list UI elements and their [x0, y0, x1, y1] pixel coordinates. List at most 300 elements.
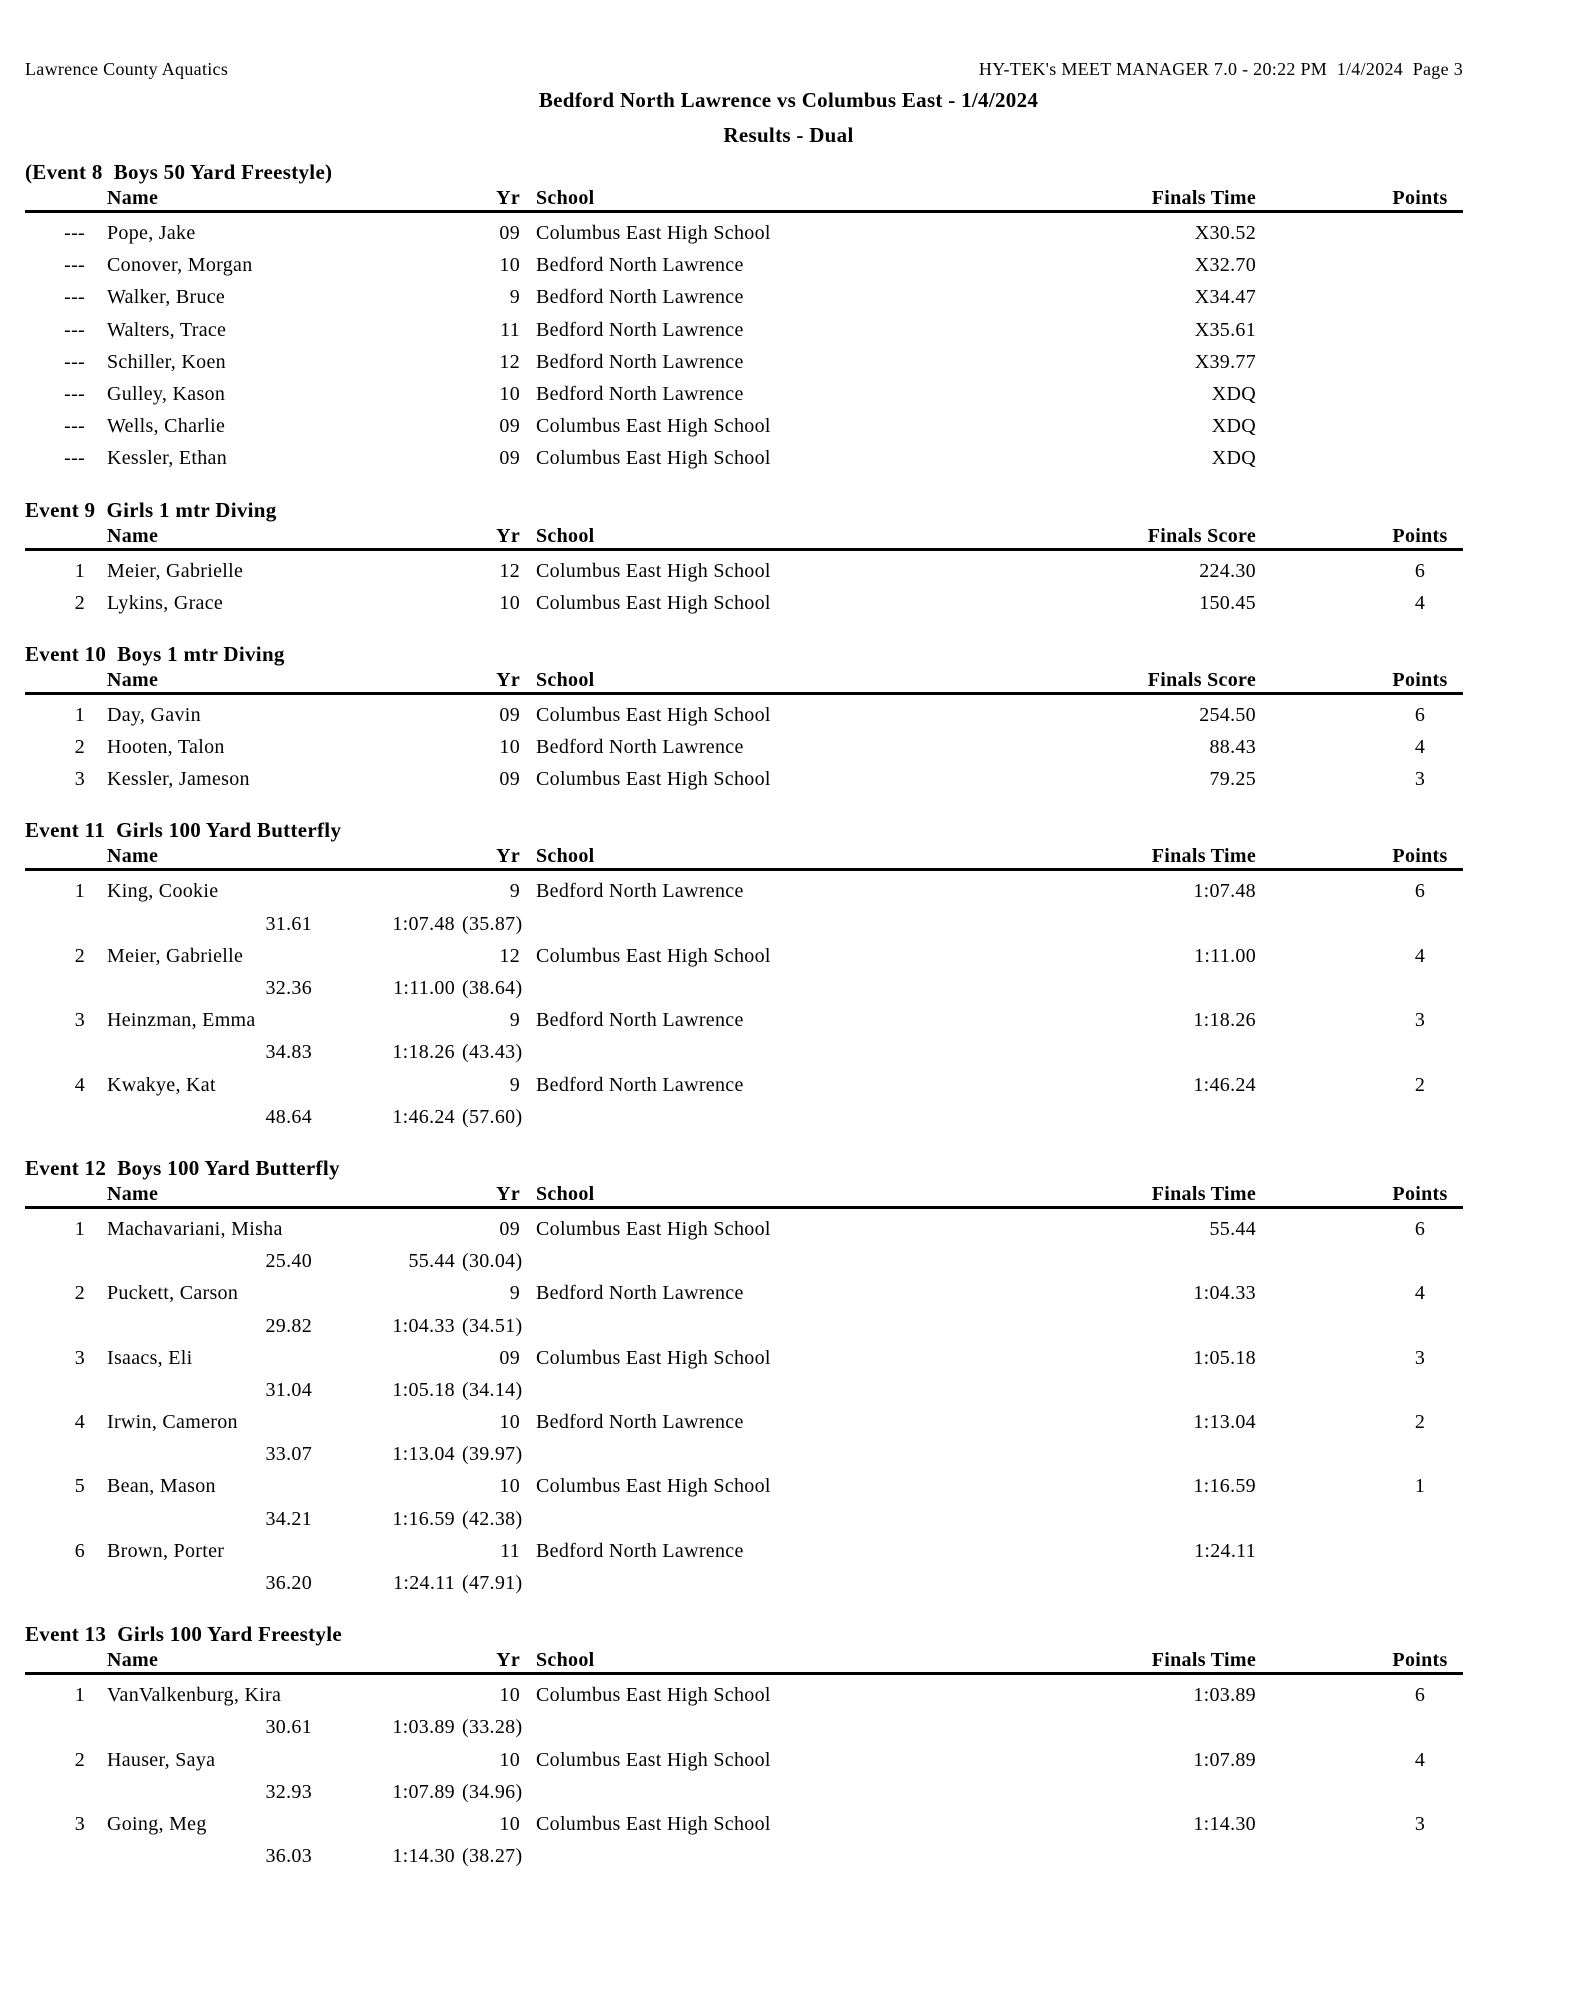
- split-1: 32.93: [265, 1780, 312, 1803]
- points: [1377, 442, 1463, 474]
- split-1: 30.61: [265, 1716, 312, 1739]
- year: 10: [499, 382, 520, 405]
- year: 09: [499, 703, 520, 726]
- swimmer-name: Kessler, Jameson: [107, 768, 250, 791]
- col-rank-spacer: [25, 845, 85, 868]
- event-rows: [25, 695, 1463, 796]
- split-1: 31.61: [265, 912, 312, 935]
- points: 6: [1414, 1217, 1426, 1240]
- rank: 3: [74, 1812, 85, 1835]
- points: 3: [1414, 1346, 1426, 1369]
- points: 3: [1414, 768, 1426, 791]
- rank: 3: [74, 1009, 85, 1032]
- result-row: [25, 699, 1463, 731]
- finals-result: 1:16.59: [1193, 1475, 1256, 1498]
- cumulative-time: 1:14.30: [392, 1845, 455, 1868]
- rank: ---: [64, 382, 85, 405]
- col-yr: Yr: [496, 668, 520, 691]
- splits-row: [25, 1245, 1463, 1277]
- col-rank-spacer: [25, 1183, 85, 1206]
- result-row: [25, 1277, 1463, 1309]
- rank: 1: [74, 703, 85, 726]
- year: 09: [499, 768, 520, 791]
- year: 10: [499, 254, 520, 277]
- swimmer-name: Hauser, Saya: [107, 1748, 216, 1771]
- col-rank-spacer: [25, 669, 85, 692]
- result-row: [25, 1213, 1463, 1245]
- swimmer-name: Going, Meg: [107, 1812, 207, 1835]
- finals-result: 1:03.89: [1193, 1684, 1256, 1707]
- points: 4: [1414, 944, 1426, 967]
- col-points: Points: [1392, 524, 1448, 547]
- rank: ---: [64, 447, 85, 470]
- swimmer-name: Brown, Porter: [107, 1539, 225, 1562]
- cumulative-time: 55.44: [408, 1250, 455, 1273]
- school: Columbus East High School: [536, 1684, 771, 1707]
- col-finals: Finals Time: [1151, 1649, 1256, 1672]
- splits-row: [25, 1567, 1463, 1599]
- swimmer-name: Kessler, Ethan: [107, 447, 228, 470]
- points: 2: [1414, 1073, 1426, 1096]
- event-section: [25, 1155, 1463, 1599]
- school: Bedford North Lawrence: [536, 1282, 744, 1305]
- split-1: 36.03: [265, 1845, 312, 1868]
- finals-result: 1:07.89: [1193, 1748, 1256, 1771]
- points: 4: [1414, 736, 1426, 759]
- year: 09: [499, 415, 520, 438]
- year: 09: [499, 222, 520, 244]
- split-2: (47.91): [462, 1572, 523, 1594]
- cumulative-time: 1:07.89: [392, 1780, 455, 1803]
- swimmer-name: Isaacs, Eli: [107, 1346, 193, 1369]
- points: 6: [1414, 880, 1426, 903]
- col-school: School: [536, 187, 595, 209]
- rank: 2: [74, 1748, 85, 1771]
- page-header: [25, 0, 1463, 79]
- swimmer-name: Wells, Charlie: [107, 415, 226, 438]
- column-headers: [25, 187, 1463, 213]
- school: Bedford North Lawrence: [536, 286, 744, 309]
- split-2: (38.27): [462, 1845, 523, 1868]
- swimmer-name: Lykins, Grace: [107, 591, 224, 614]
- finals-result: 79.25: [1209, 768, 1256, 791]
- splits-row: [25, 908, 1463, 940]
- school: Columbus East High School: [536, 944, 771, 967]
- generator-info: HY-TEK's MEET MANAGER 7.0 - 20:22 PM 1/4/2024 Page 3: [978, 59, 1463, 79]
- rank: ---: [64, 350, 85, 373]
- event-section: [25, 817, 1463, 1133]
- school: Bedford North Lawrence: [536, 254, 744, 277]
- school: Bedford North Lawrence: [536, 736, 744, 759]
- year: 12: [499, 944, 520, 967]
- event-section: [25, 1621, 1463, 1872]
- event-section: [25, 497, 1463, 619]
- finals-result: 1:18.26: [1193, 1009, 1256, 1032]
- col-finals: Finals Time: [1151, 187, 1256, 209]
- year: 10: [499, 1411, 520, 1434]
- split-1: 48.64: [265, 1105, 312, 1128]
- splits-row: [25, 1776, 1463, 1808]
- result-row: [25, 217, 1463, 249]
- finals-result: 1:24.11: [1194, 1539, 1256, 1562]
- rank: 2: [74, 1282, 85, 1305]
- rank: 4: [74, 1411, 85, 1434]
- swimmer-name: Gulley, Kason: [107, 382, 226, 405]
- swimmer-name: Heinzman, Emma: [107, 1009, 256, 1032]
- school: Columbus East High School: [536, 591, 771, 614]
- split-1: 32.36: [265, 977, 312, 999]
- finals-result: 55.44: [1209, 1217, 1256, 1240]
- event-rows: [25, 1675, 1463, 1872]
- school: Bedford North Lawrence: [536, 382, 744, 405]
- split-2: (33.28): [462, 1716, 523, 1739]
- cumulative-time: 1:46.24: [392, 1105, 455, 1128]
- col-rank-spacer: [25, 525, 85, 548]
- swimmer-name: VanValkenburg, Kira: [107, 1684, 282, 1707]
- rank: ---: [64, 222, 85, 244]
- finals-result: 1:05.18: [1193, 1346, 1256, 1369]
- swimmer-name: Hooten, Talon: [107, 736, 225, 759]
- result-row: [25, 442, 1463, 474]
- points: 3: [1414, 1009, 1426, 1032]
- split-2: (35.87): [462, 912, 523, 935]
- cumulative-time: 1:04.33: [392, 1314, 455, 1337]
- swimmer-name: Schiller, Koen: [107, 350, 226, 373]
- rank: 1: [74, 1684, 85, 1707]
- split-1: 36.20: [265, 1572, 312, 1594]
- col-name: Name: [107, 524, 159, 547]
- event-title: Event 10 Boys 1 mtr Diving: [25, 641, 285, 666]
- year: 09: [499, 1346, 520, 1369]
- column-headers: [25, 669, 1463, 695]
- finals-result: 1:14.30: [1193, 1812, 1256, 1835]
- swimmer-name: Meier, Gabrielle: [107, 559, 244, 582]
- year: 09: [499, 447, 520, 470]
- year: 10: [499, 1684, 520, 1707]
- split-2: (34.96): [462, 1780, 523, 1803]
- col-yr: Yr: [496, 845, 520, 868]
- split-2: (57.60): [462, 1105, 523, 1128]
- school: Bedford North Lawrence: [536, 318, 744, 341]
- points: [1377, 249, 1463, 281]
- column-headers: [25, 845, 1463, 871]
- event-title: (Event 8 Boys 50 Yard Freestyle): [25, 160, 333, 184]
- school: Bedford North Lawrence: [536, 350, 744, 373]
- result-row: [25, 1069, 1463, 1101]
- col-yr: Yr: [496, 1182, 520, 1205]
- year: 11: [500, 318, 520, 341]
- swimmer-name: Machavariani, Misha: [107, 1217, 283, 1240]
- split-2: (34.14): [462, 1378, 523, 1401]
- splits-row: [25, 1711, 1463, 1743]
- finals-result: 224.30: [1199, 559, 1256, 582]
- rank: 5: [74, 1475, 85, 1498]
- result-row: [25, 1808, 1463, 1840]
- splits-row: [25, 1036, 1463, 1068]
- finals-result: X32.70: [1194, 254, 1256, 277]
- school: Columbus East High School: [536, 1475, 771, 1498]
- rank: 1: [74, 559, 85, 582]
- school: Columbus East High School: [536, 768, 771, 791]
- year: 9: [509, 1009, 520, 1032]
- split-1: 31.04: [265, 1378, 312, 1401]
- split-2: (38.64): [462, 977, 523, 999]
- col-school: School: [536, 845, 595, 868]
- result-row: [25, 1535, 1463, 1567]
- finals-result: XDQ: [1211, 447, 1256, 470]
- swimmer-name: Pope, Jake: [107, 222, 196, 244]
- points: 2: [1414, 1411, 1426, 1434]
- finals-result: XDQ: [1211, 415, 1256, 438]
- col-yr: Yr: [496, 1649, 520, 1672]
- event-title: Event 13 Girls 100 Yard Freestyle: [25, 1622, 342, 1647]
- points: 4: [1414, 1282, 1426, 1305]
- col-school: School: [536, 1182, 595, 1205]
- swimmer-name: Bean, Mason: [107, 1475, 216, 1498]
- result-row: [25, 410, 1463, 442]
- column-headers: [25, 1183, 1463, 1209]
- cumulative-time: 1:13.04: [392, 1443, 455, 1466]
- col-school: School: [536, 668, 595, 691]
- year: 10: [499, 591, 520, 614]
- col-points: Points: [1392, 1649, 1448, 1672]
- points: [1377, 1535, 1463, 1567]
- result-row: [25, 587, 1463, 619]
- finals-result: 1:46.24: [1193, 1073, 1256, 1096]
- col-finals: Finals Time: [1151, 1182, 1256, 1205]
- rank: 2: [74, 736, 85, 759]
- swimmer-name: Kwakye, Kat: [107, 1073, 216, 1096]
- split-2: (43.43): [462, 1041, 523, 1064]
- events-list: [0, 159, 1463, 1872]
- result-row: [25, 346, 1463, 378]
- event-title: Event 9 Girls 1 mtr Diving: [25, 497, 277, 522]
- event-section: [25, 641, 1463, 796]
- rank: ---: [64, 254, 85, 277]
- finals-result: 254.50: [1199, 703, 1256, 726]
- finals-result: X34.47: [1194, 286, 1256, 309]
- points: [1377, 410, 1463, 442]
- split-2: (34.51): [462, 1314, 523, 1337]
- col-yr: Yr: [496, 524, 520, 547]
- year: 12: [499, 559, 520, 582]
- school: Columbus East High School: [536, 559, 771, 582]
- finals-result: X30.52: [1194, 222, 1256, 244]
- swimmer-name: Conover, Morgan: [107, 254, 253, 277]
- split-2: (30.04): [462, 1250, 523, 1273]
- school: Columbus East High School: [536, 1346, 771, 1369]
- result-row: [25, 1744, 1463, 1776]
- year: 11: [500, 1539, 520, 1562]
- rank: ---: [64, 318, 85, 341]
- split-2: (39.97): [462, 1443, 523, 1466]
- splits-row: [25, 1840, 1463, 1872]
- col-finals: Finals Score: [1147, 668, 1256, 691]
- swimmer-name: Walker, Bruce: [107, 286, 226, 309]
- finals-result: 1:04.33: [1193, 1282, 1256, 1305]
- year: 10: [499, 736, 520, 759]
- column-headers: [25, 525, 1463, 551]
- result-row: [25, 940, 1463, 972]
- event-title: Event 12 Boys 100 Yard Butterfly: [25, 1155, 340, 1180]
- rank: 4: [74, 1073, 85, 1096]
- result-row: [25, 1406, 1463, 1438]
- year: 9: [509, 880, 520, 903]
- split-2: (42.38): [462, 1507, 523, 1530]
- event-rows: [25, 551, 1463, 619]
- event-rows: [25, 213, 1463, 475]
- results-type: Results - Dual: [723, 123, 854, 147]
- cumulative-time: 1:07.48: [392, 912, 455, 935]
- points: [1377, 378, 1463, 410]
- swimmer-name: King, Cookie: [107, 880, 219, 903]
- cumulative-time: 1:05.18: [392, 1378, 455, 1401]
- points: 6: [1414, 1684, 1426, 1707]
- school: Columbus East High School: [536, 415, 771, 438]
- result-row: [25, 875, 1463, 907]
- result-row: [25, 1679, 1463, 1711]
- column-headers: [25, 1649, 1463, 1675]
- event-title: Event 11 Girls 100 Yard Butterfly: [25, 818, 342, 843]
- col-rank-spacer: [25, 1649, 85, 1672]
- split-1: 33.07: [265, 1443, 312, 1466]
- col-name: Name: [107, 1182, 159, 1205]
- swimmer-name: Walters, Trace: [107, 318, 227, 341]
- col-name: Name: [107, 845, 159, 868]
- finals-result: 1:11.00: [1194, 944, 1256, 967]
- year: 9: [509, 1073, 520, 1096]
- result-row: [25, 249, 1463, 281]
- rank: 6: [74, 1539, 85, 1562]
- points: 6: [1414, 559, 1426, 582]
- year: 9: [509, 286, 520, 309]
- col-finals: Finals Time: [1151, 845, 1256, 868]
- result-row: [25, 1004, 1463, 1036]
- finals-result: 150.45: [1199, 591, 1256, 614]
- col-points: Points: [1392, 187, 1448, 209]
- school: Bedford North Lawrence: [536, 880, 744, 903]
- points: 1: [1414, 1475, 1426, 1498]
- year: 10: [499, 1748, 520, 1771]
- col-points: Points: [1392, 845, 1448, 868]
- swimmer-name: Meier, Gabrielle: [107, 944, 244, 967]
- result-row: [25, 1342, 1463, 1374]
- points: [1377, 346, 1463, 378]
- rank: 3: [74, 768, 85, 791]
- club-name: Lawrence County Aquatics: [25, 59, 229, 79]
- splits-row: [25, 1438, 1463, 1470]
- event-rows: [25, 1209, 1463, 1599]
- school: Bedford North Lawrence: [536, 1539, 744, 1562]
- col-finals: Finals Score: [1147, 524, 1256, 547]
- swimmer-name: Puckett, Carson: [107, 1282, 239, 1305]
- rank: 2: [74, 591, 85, 614]
- rank: 2: [74, 944, 85, 967]
- school: Columbus East High School: [536, 447, 771, 470]
- col-school: School: [536, 1649, 595, 1672]
- result-row: [25, 314, 1463, 346]
- school: Columbus East High School: [536, 222, 771, 244]
- result-row: [25, 281, 1463, 313]
- finals-result: 1:13.04: [1193, 1411, 1256, 1434]
- finals-result: 88.43: [1209, 736, 1256, 759]
- split-1: 25.40: [265, 1250, 312, 1273]
- splits-row: [25, 1310, 1463, 1342]
- points: [1377, 281, 1463, 313]
- school: Bedford North Lawrence: [536, 1073, 744, 1096]
- split-1: 34.21: [265, 1507, 312, 1530]
- event-rows: [25, 871, 1463, 1133]
- split-1: 29.82: [265, 1314, 312, 1337]
- col-name: Name: [107, 187, 159, 209]
- cumulative-time: 1:16.59: [392, 1507, 455, 1530]
- result-row: [25, 763, 1463, 795]
- splits-row: [25, 1374, 1463, 1406]
- year: 9: [509, 1282, 520, 1305]
- splits-row: [25, 1503, 1463, 1535]
- cumulative-time: 1:18.26: [392, 1041, 455, 1064]
- col-school: School: [536, 524, 595, 547]
- swimmer-name: Day, Gavin: [107, 703, 201, 726]
- result-row: [25, 555, 1463, 587]
- splits-row: [25, 1101, 1463, 1133]
- points: [1377, 314, 1463, 346]
- points: 6: [1414, 703, 1426, 726]
- year: 12: [499, 350, 520, 373]
- points: 4: [1414, 591, 1426, 614]
- rank: 1: [74, 1217, 85, 1240]
- cumulative-time: 1:24.11: [393, 1572, 455, 1594]
- points: 4: [1414, 1748, 1426, 1771]
- result-row: [25, 731, 1463, 763]
- meet-title: Bedford North Lawrence vs Columbus East - 1/4/2024: [538, 88, 1039, 112]
- col-name: Name: [107, 1649, 159, 1672]
- split-1: 34.83: [265, 1041, 312, 1064]
- school: Columbus East High School: [536, 703, 771, 726]
- finals-result: X35.61: [1194, 318, 1256, 341]
- year: 10: [499, 1812, 520, 1835]
- points: [1377, 217, 1463, 249]
- points: 3: [1414, 1812, 1426, 1835]
- col-rank-spacer: [25, 187, 85, 210]
- col-points: Points: [1392, 1182, 1448, 1205]
- result-row: [25, 378, 1463, 410]
- event-section: [25, 159, 1463, 475]
- school: Columbus East High School: [536, 1812, 771, 1835]
- col-name: Name: [107, 668, 159, 691]
- rank: ---: [64, 415, 85, 438]
- result-row: [25, 1470, 1463, 1502]
- school: Bedford North Lawrence: [536, 1009, 744, 1032]
- finals-result: 1:07.48: [1193, 880, 1256, 903]
- finals-result: X39.77: [1194, 350, 1256, 373]
- school: Bedford North Lawrence: [536, 1411, 744, 1434]
- splits-row: [25, 972, 1463, 1004]
- rank: 1: [74, 880, 85, 903]
- cumulative-time: 1:03.89: [392, 1716, 455, 1739]
- col-points: Points: [1392, 668, 1448, 691]
- cumulative-time: 1:11.00: [393, 977, 455, 999]
- year: 10: [499, 1475, 520, 1498]
- school: Columbus East High School: [536, 1217, 771, 1240]
- swimmer-name: Irwin, Cameron: [107, 1411, 238, 1434]
- year: 09: [499, 1217, 520, 1240]
- school: Columbus East High School: [536, 1748, 771, 1771]
- rank: ---: [64, 286, 85, 309]
- rank: 3: [74, 1346, 85, 1369]
- finals-result: XDQ: [1211, 382, 1256, 405]
- col-yr: Yr: [496, 187, 520, 209]
